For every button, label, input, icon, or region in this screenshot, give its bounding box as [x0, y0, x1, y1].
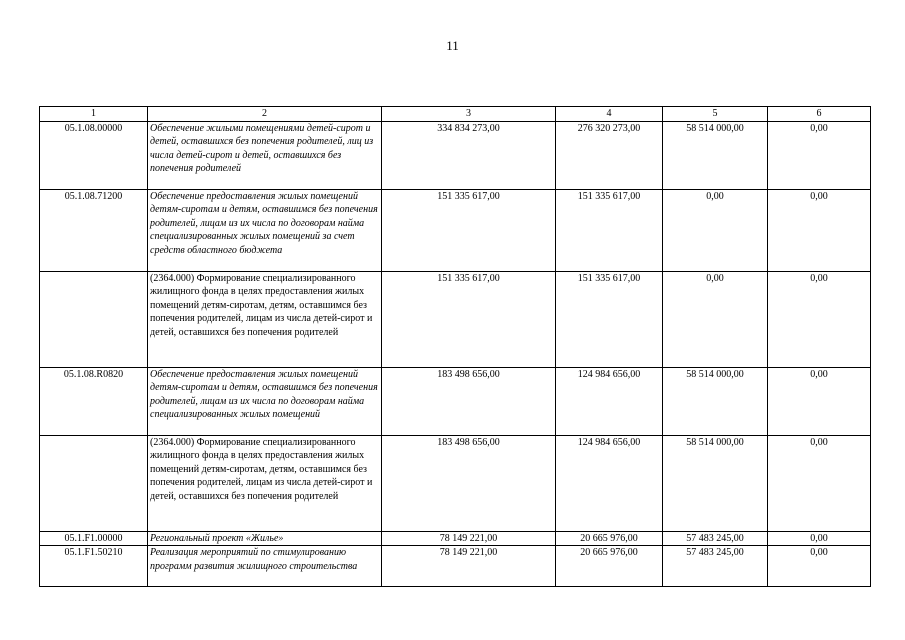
row-amount-col5: 58 514 000,00	[663, 435, 768, 531]
row-code: 05.1.08.00000	[40, 121, 148, 189]
row-amount-total: 78 149 221,00	[382, 531, 556, 546]
row-amount-total: 78 149 221,00	[382, 546, 556, 587]
row-amount-col4: 20 665 976,00	[556, 531, 663, 546]
row-name: Региональный проект «Жилье»	[148, 531, 382, 546]
row-amount-col4: 276 320 273,00	[556, 121, 663, 189]
row-amount-col6: 0,00	[768, 531, 871, 546]
row-amount-col5: 0,00	[663, 189, 768, 271]
row-name: Обеспечение предоставления жилых помещений детям-сиротам и детям, оставшимся без попечения родителей, лицам из их числа по договорам найма специализированных жилых помещений за счет средств областного бюджета	[148, 189, 382, 271]
row-amount-col6: 0,00	[768, 435, 871, 531]
column-header: 1	[40, 107, 148, 122]
row-name: Обеспечение предоставления жилых помещений детям-сиротам и детям, оставшимся без попечения родителей, лицам из их числа по договорам найма специализированных жилых помещений	[148, 367, 382, 435]
row-name: (2364.000) Формирование специализированного жилищного фонда в целях предоставления жилых помещений детям-сиротам, детям, оставшимся без попечения родителей, лицам из числа детей-сирот и детей, оставшихся без попечения родителей	[148, 271, 382, 367]
table-row	[40, 546, 871, 587]
row-amount-col5: 0,00	[663, 271, 768, 367]
row-amount-col6: 0,00	[768, 121, 871, 189]
column-number-row	[40, 107, 871, 122]
row-amount-col4: 124 984 656,00	[556, 367, 663, 435]
row-amount-col6: 0,00	[768, 189, 871, 271]
row-amount-total: 183 498 656,00	[382, 367, 556, 435]
row-amount-col6: 0,00	[768, 546, 871, 587]
row-amount-col5: 57 483 245,00	[663, 546, 768, 587]
row-code: 05.1.08.71200	[40, 189, 148, 271]
row-code: 05.1.F1.00000	[40, 531, 148, 546]
table-row	[40, 531, 871, 546]
budget-table	[39, 106, 871, 587]
row-name: Реализация мероприятий по стимулированию программ развития жилищного строительства	[148, 546, 382, 587]
row-code	[40, 435, 148, 531]
table-row	[40, 121, 871, 189]
row-amount-col4: 124 984 656,00	[556, 435, 663, 531]
row-amount-col5: 58 514 000,00	[663, 121, 768, 189]
row-amount-col4: 20 665 976,00	[556, 546, 663, 587]
row-name: (2364.000) Формирование специализированного жилищного фонда в целях предоставления жилых помещений детям-сиротам, детям, оставшимся без попечения родителей, лицам из числа детей-сирот и детей, оставшихся без попечения родителей	[148, 435, 382, 531]
row-code	[40, 271, 148, 367]
column-header: 6	[768, 107, 871, 122]
column-header: 3	[382, 107, 556, 122]
column-header: 2	[148, 107, 382, 122]
row-amount-col5: 57 483 245,00	[663, 531, 768, 546]
row-amount-col6: 0,00	[768, 367, 871, 435]
row-amount-col4: 151 335 617,00	[556, 189, 663, 271]
row-amount-col5: 58 514 000,00	[663, 367, 768, 435]
table-row	[40, 435, 871, 531]
table-row	[40, 367, 871, 435]
row-code: 05.1.F1.50210	[40, 546, 148, 587]
row-amount-total: 151 335 617,00	[382, 189, 556, 271]
table-row	[40, 189, 871, 271]
row-code: 05.1.08.R0820	[40, 367, 148, 435]
row-amount-col4: 151 335 617,00	[556, 271, 663, 367]
row-amount-col6: 0,00	[768, 271, 871, 367]
column-header: 4	[556, 107, 663, 122]
row-amount-total: 183 498 656,00	[382, 435, 556, 531]
row-amount-total: 334 834 273,00	[382, 121, 556, 189]
row-amount-total: 151 335 617,00	[382, 271, 556, 367]
page-number: 11	[446, 38, 459, 53]
column-header: 5	[663, 107, 768, 122]
table-row	[40, 271, 871, 367]
row-name: Обеспечение жилыми помещениями детей-сирот и детей, оставшихся без попечения родителей, лиц из числа детей-сирот и детей, оставшихся без попечения родителей	[148, 121, 382, 189]
